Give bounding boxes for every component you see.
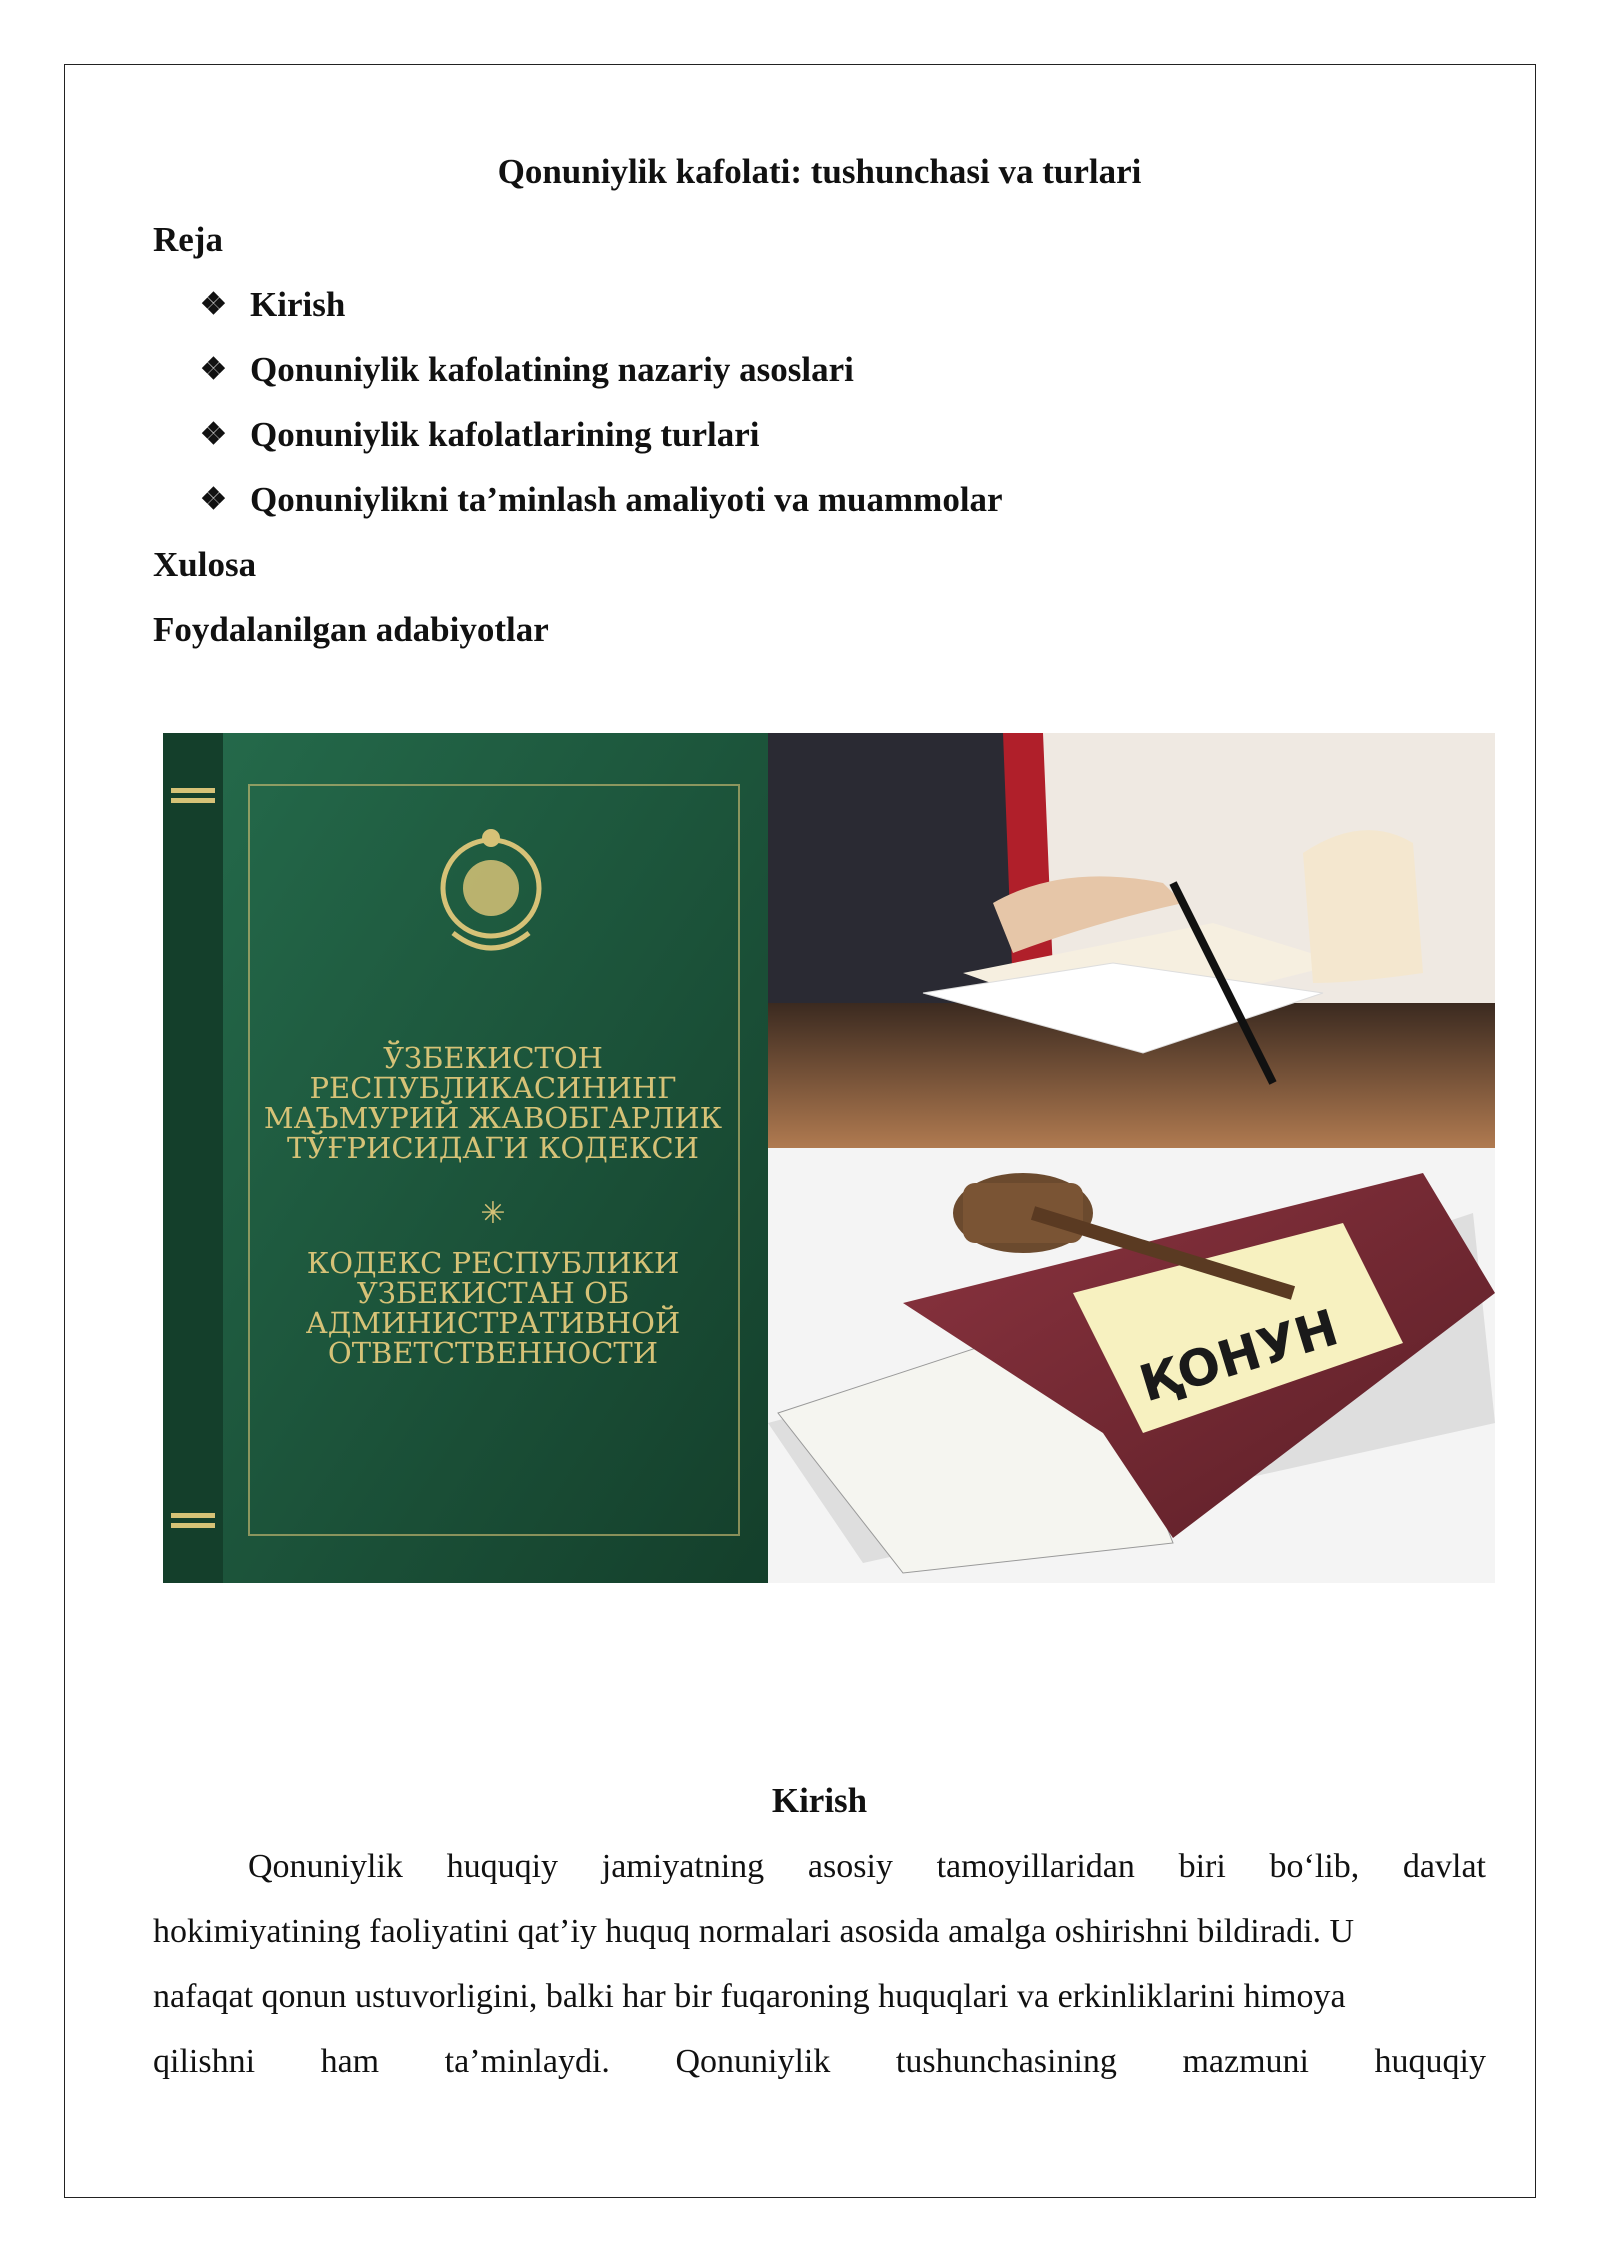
- diamond-bullet-icon: ❖: [200, 288, 227, 321]
- cover-text-ru: КОДЕКС РЕСПУБЛИКИ: [306, 1246, 680, 1280]
- plan-item-label: Qonuniylikni ta’minlash amaliyoti va muammolar: [250, 480, 1003, 519]
- paragraph-line: hokimiyatining faoliyatini qat’iy huquq normalari asosida amalga oshirishni bildiradi. U: [153, 1912, 1355, 1950]
- diamond-bullet-icon: ❖: [200, 353, 227, 386]
- plan-heading: Reja: [153, 220, 223, 259]
- diamond-bullet-icon: ❖: [200, 418, 227, 451]
- plan-item: [200, 348, 854, 392]
- cover-text-uz: ЎЗБЕКИСТОН: [383, 1041, 603, 1075]
- cover-text-uz: ТЎҒРИСИДАГИ КОДЕКСИ: [287, 1131, 699, 1165]
- intro-paragraph: [153, 1834, 1486, 2094]
- code-book-cover: [163, 733, 768, 1583]
- star-icon: ✳: [480, 1196, 506, 1231]
- plan-item-label: Kirish: [250, 285, 346, 324]
- plan-item: [200, 283, 345, 327]
- plan-item-label: Qonuniylik kafolatlarining turlari: [250, 415, 760, 454]
- plan-item-label: Qonuniylik kafolatining nazariy asoslari: [250, 350, 854, 389]
- cover-text-ru: УЗБЕКИСТАН ОБ: [356, 1276, 630, 1310]
- law-illustration: [163, 733, 1495, 1583]
- diamond-bullet-icon: ❖: [200, 483, 227, 516]
- cover-text-uz: РЕСПУБЛИКАСИНИНГ: [309, 1071, 677, 1105]
- paragraph-line: nafaqat qonun ustuvorligini, balki har bir fuqaroning huquqlari va erkinliklarini himoya: [153, 1977, 1346, 2015]
- paragraph-line: Qonuniylik huquqiy jamiyatning asosiy tamoyillaridan biri bo‘lib, davlat: [248, 1847, 1486, 1885]
- law-book-label: ҚОНУН: [1133, 1298, 1345, 1414]
- plan-item: [200, 478, 1003, 522]
- cover-text-uz: МАЪМУРИЙ ЖАВОБГАРЛИК: [263, 1101, 723, 1135]
- lawyer-writing-photo: [768, 733, 1495, 1148]
- cover-text-ru: АДМИНИСТРАТИВНОЙ: [305, 1306, 681, 1340]
- section-title: Kirish: [771, 1781, 868, 1820]
- document-title: Qonuniylik kafolati: tushunchasi va turlari: [497, 152, 1142, 191]
- cover-text-ru: ОТВЕТСТВЕННОСТИ: [327, 1336, 659, 1370]
- gavel-law-book-photo: [768, 1148, 1495, 1583]
- references-heading: Foydalanilgan adabiyotlar: [153, 610, 549, 649]
- conclusion-heading: Xulosa: [153, 545, 257, 584]
- paragraph-line: qilishni ham ta’minlaydi. Qonuniylik tushunchasining mazmuni huquqiy: [153, 2042, 1486, 2080]
- plan-item: [200, 413, 760, 457]
